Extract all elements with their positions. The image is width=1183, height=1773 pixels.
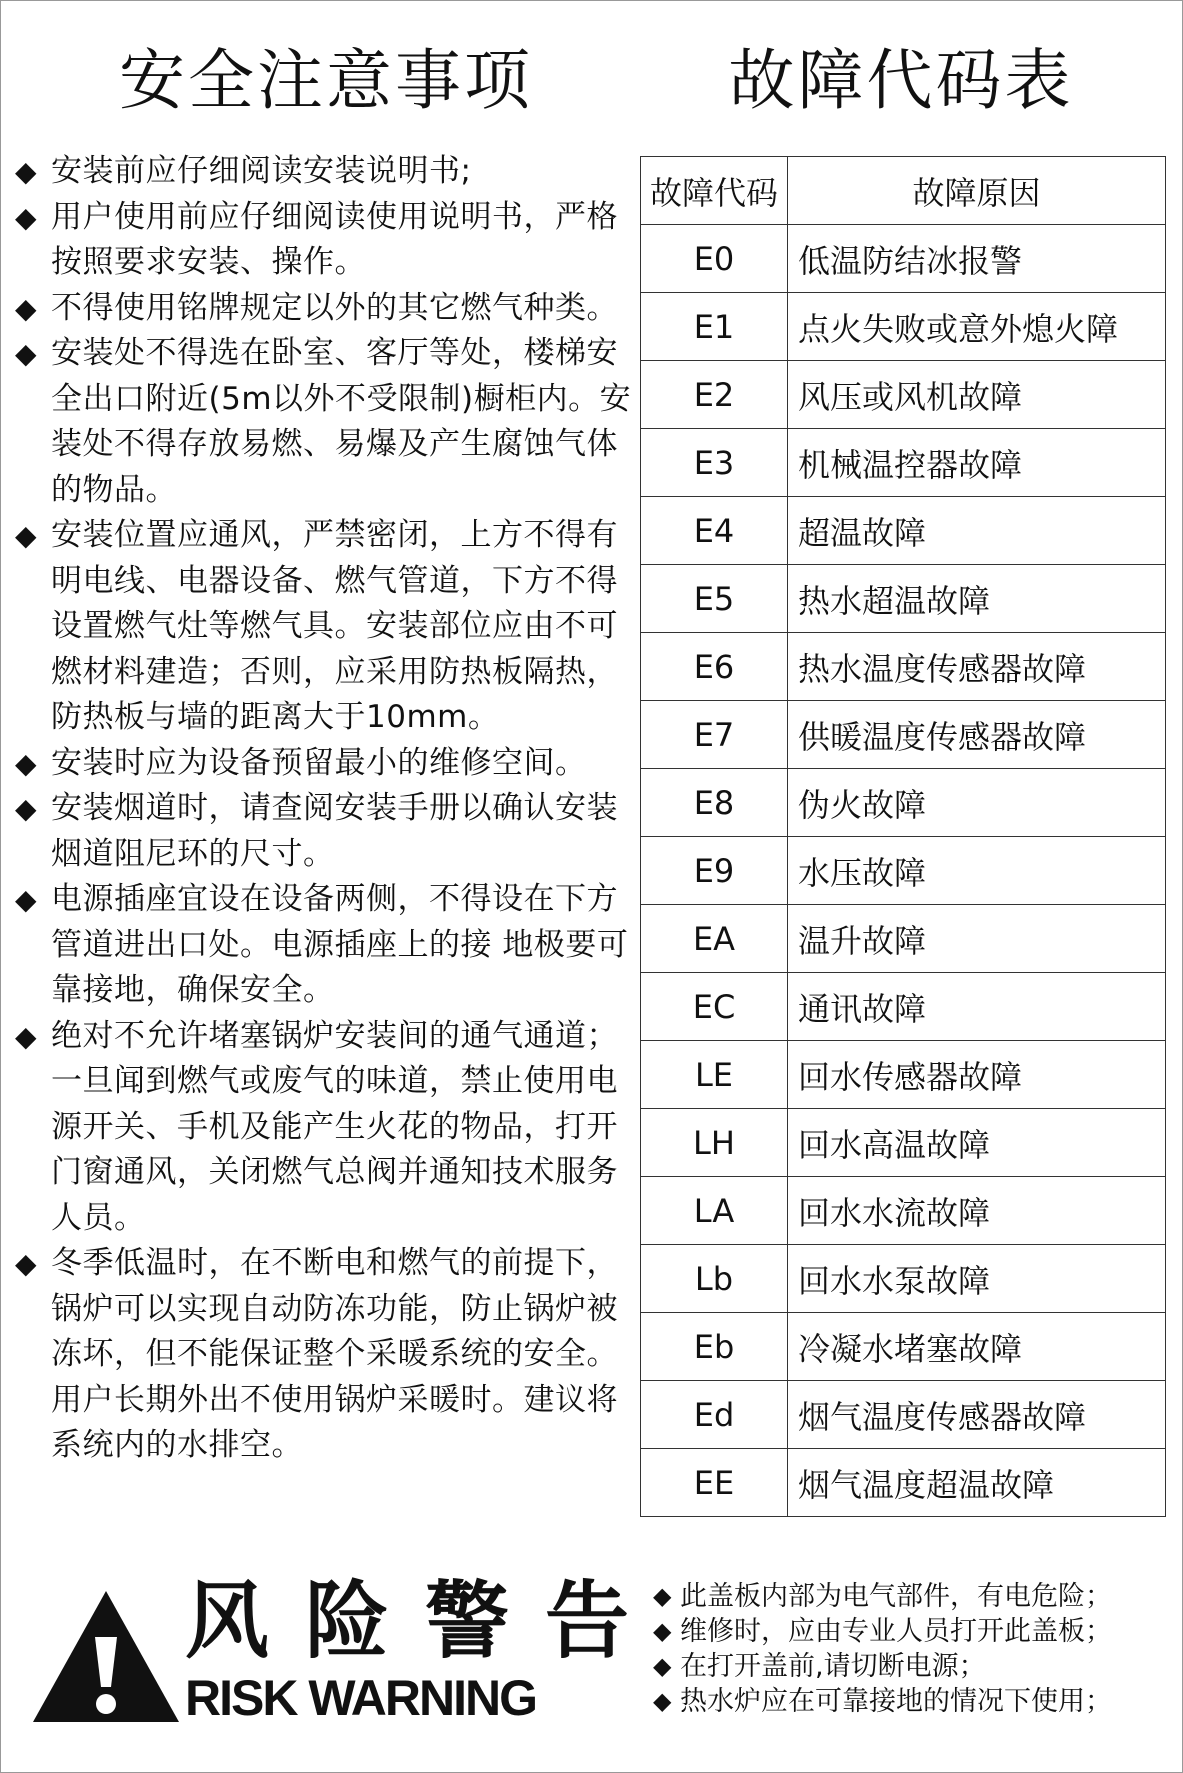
risk-warning-item: ◆ 维修时，应由专业人员打开此盖板； xyxy=(653,1614,1178,1649)
fault-code: EE xyxy=(641,1449,788,1517)
fault-code: E0 xyxy=(641,225,788,293)
fault-reason: 供暖温度传感器故障 xyxy=(788,701,1166,769)
fault-code: EC xyxy=(641,973,788,1041)
fault-code: Eb xyxy=(641,1313,788,1381)
table-row xyxy=(641,1041,1166,1109)
fault-code: LE xyxy=(641,1041,788,1109)
fault-code: E2 xyxy=(641,361,788,429)
fault-reason: 温升故障 xyxy=(788,905,1166,973)
table-row xyxy=(641,565,1166,633)
fault-code: E7 xyxy=(641,701,788,769)
fault-reason: 回水高温故障 xyxy=(788,1109,1166,1177)
fault-reason: 通讯故障 xyxy=(788,973,1166,1041)
safety-note: ◆ 安装烟道时，请查阅安装手册以确认安装烟道阻尼环的尺寸。 xyxy=(15,786,640,877)
fault-code: E8 xyxy=(641,769,788,837)
fault-reason: 低温防结冰报警 xyxy=(788,225,1166,293)
risk-warning-item: ◆ 此盖板内部为电气部件，有电危险； xyxy=(653,1579,1178,1614)
fault-code-table xyxy=(640,156,1166,1517)
fault-code: EA xyxy=(641,905,788,973)
fault-code: Lb xyxy=(641,1245,788,1313)
risk-warning-item: ◆ 在打开盖前,请切断电源； xyxy=(653,1649,1178,1684)
safety-note: ◆ 安装处不得选在卧室、客厅等处，楼梯安全出口附近(5m以外不受限制)橱柜内。安装处不得存放易燃、易爆及产生腐蚀气体的物品。 xyxy=(15,331,640,513)
table-row xyxy=(641,769,1166,837)
fault-code: E3 xyxy=(641,429,788,497)
safety-notes-title: 安全注意事项 xyxy=(119,42,533,119)
fault-code: Ed xyxy=(641,1381,788,1449)
safety-note: ◆ 安装前应仔细阅读安装说明书; xyxy=(15,149,640,195)
table-row xyxy=(641,1109,1166,1177)
table-row xyxy=(641,497,1166,565)
fault-reason: 伪火故障 xyxy=(788,769,1166,837)
fault-reason: 热水超温故障 xyxy=(788,565,1166,633)
table-row xyxy=(641,1245,1166,1313)
safety-note: ◆ 安装时应为设备预留最小的维修空间。 xyxy=(15,741,640,787)
table-row xyxy=(641,905,1166,973)
table-row xyxy=(641,973,1166,1041)
fault-code: E9 xyxy=(641,837,788,905)
risk-warning-item: ◆ 热水炉应在可靠接地的情况下使用； xyxy=(653,1684,1178,1719)
fault-code: LA xyxy=(641,1177,788,1245)
warning-triangle-icon xyxy=(31,1589,181,1724)
table-row xyxy=(641,361,1166,429)
header-code: 故障代码 xyxy=(641,157,788,225)
header-reason: 故障原因 xyxy=(788,157,1166,225)
risk-warning-title-en: RISK WARNING xyxy=(185,1670,536,1726)
fault-reason: 热水温度传感器故障 xyxy=(788,633,1166,701)
risk-warning-title-cn: 风险警告 xyxy=(185,1572,666,1670)
table-row xyxy=(641,225,1166,293)
fault-reason: 回水传感器故障 xyxy=(788,1041,1166,1109)
table-header-row xyxy=(641,157,1166,225)
fault-reason: 风压或风机故障 xyxy=(788,361,1166,429)
fault-code: E1 xyxy=(641,293,788,361)
safety-note: ◆ 不得使用铭牌规定以外的其它燃气种类。 xyxy=(15,286,640,332)
fault-reason: 超温故障 xyxy=(788,497,1166,565)
safety-note: ◆ 绝对不允许堵塞锅炉安装间的通气通道；一旦闻到燃气或废气的味道，禁止使用电源开关、手机及能产生火花的物品，打开门窗通风，关闭燃气总阀并通知技术服务人员。 xyxy=(15,1014,640,1242)
risk-warning-list xyxy=(653,1579,1178,1719)
table-row xyxy=(641,1449,1166,1517)
safety-note: ◆ 安装位置应通风，严禁密闭，上方不得有明电线、电器设备、燃气管道，下方不得设置燃气灶等燃气具。安装部位应由不可燃材料建造；否则，应采用防热板隔热，防热板与墙的距离大于10mm。 xyxy=(15,513,640,741)
fault-reason: 点火失败或意外熄火障 xyxy=(788,293,1166,361)
fault-code: LH xyxy=(641,1109,788,1177)
table-row xyxy=(641,1381,1166,1449)
fault-code: E4 xyxy=(641,497,788,565)
fault-code: E6 xyxy=(641,633,788,701)
fault-reason: 水压故障 xyxy=(788,837,1166,905)
table-row xyxy=(641,1177,1166,1245)
table-row xyxy=(641,837,1166,905)
table-row xyxy=(641,633,1166,701)
fault-code: E5 xyxy=(641,565,788,633)
fault-reason: 冷凝水堵塞故障 xyxy=(788,1313,1166,1381)
table-row xyxy=(641,429,1166,497)
table-row xyxy=(641,293,1166,361)
table-row xyxy=(641,701,1166,769)
fault-reason: 烟气温度超温故障 xyxy=(788,1449,1166,1517)
safety-note: ◆ 冬季低温时，在不断电和燃气的前提下，锅炉可以实现自动防冻功能，防止锅炉被冻坏，但不能保证整个采暖系统的安全。用户长期外出不使用锅炉采暖时。建议将系统内的水排空。 xyxy=(15,1241,640,1469)
fault-table-title: 故障代码表 xyxy=(728,42,1074,119)
safety-notes-list xyxy=(15,149,640,1469)
fault-reason: 机械温控器故障 xyxy=(788,429,1166,497)
safety-note: ◆ 电源插座宜设在设备两侧，不得设在下方管道进出口处。电源插座上的接 地极要可靠接地，确保安全。 xyxy=(15,877,640,1014)
fault-reason: 回水水泵故障 xyxy=(788,1245,1166,1313)
fault-reason: 烟气温度传感器故障 xyxy=(788,1381,1166,1449)
fault-reason: 回水水流故障 xyxy=(788,1177,1166,1245)
safety-note: ◆ 用户使用前应仔细阅读使用说明书，严格按照要求安装、操作。 xyxy=(15,195,640,286)
table-row xyxy=(641,1313,1166,1381)
